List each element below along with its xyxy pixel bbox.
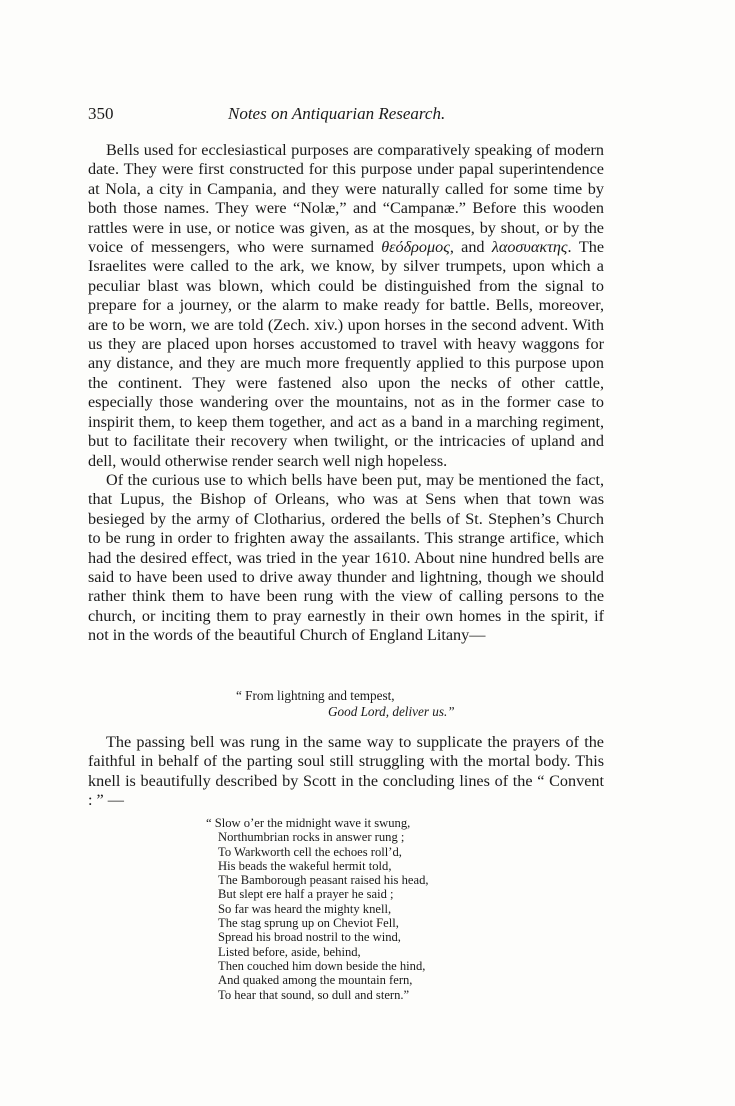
paragraph-1-part-b: , and xyxy=(449,238,492,257)
poem-line: The stag sprung up on Cheviot Fell, xyxy=(218,916,399,931)
poem-line: Northumbrian rocks in answer rung ; xyxy=(218,830,405,845)
page-number: 350 xyxy=(88,104,114,123)
poem-line: To hear that sound, so dull and stern.” xyxy=(218,987,410,1002)
body-text-upper xyxy=(88,141,604,646)
greek-word-theodromos: θεόδρομος xyxy=(381,238,450,257)
poem-line: Then couched him down beside the hind, xyxy=(218,958,426,973)
litany-quote-line-1: “ From lightning and tempest, xyxy=(236,688,395,703)
poem-quote xyxy=(206,816,429,1002)
poem-line: To Warkworth cell the echoes roll’d, xyxy=(218,844,402,859)
poem-line: And quaked among the mountain fern, xyxy=(218,973,413,988)
greek-word-laosynaktes: λαοσυακτης xyxy=(491,238,568,257)
poem-line: His beads the wakeful hermit told, xyxy=(218,858,392,873)
poem-line: So far was heard the mighty knell, xyxy=(218,901,392,916)
paragraph-1-part-a: Bells used for ecclesiastical purposes are comparatively speaking of modern date. They were first constructed for this purpose under papal superintendence at Nola, a city in Campania, and they were naturally called for some time by both those names. They were “Nolæ,” and “Campanæ.” Before this wooden rattles were in use, or notice was given, as at the mosques, by shout, or by the voice of messengers, who were surnamed xyxy=(88,141,604,257)
body-text-lower xyxy=(88,733,604,811)
poem-line: Spread his broad nostril to the wind, xyxy=(218,930,401,945)
poem-line: Listed before, aside, behind, xyxy=(218,944,361,959)
poem-line: “ Slow o’er the midnight wave it swung, xyxy=(206,816,411,830)
paragraph-passing-bell: The passing bell was rung in the same way to supplicate the prayers of the faithful in behalf of the parting soul still struggling with the mortal body. This knell is beautifully described by Scott in the concluding lines of the “ Convent : ” — xyxy=(88,733,604,810)
paragraph-curious-use: Of the curious use to which bells have been put, may be mentioned the fact, that Lupus, the Bishop of Orleans, who was at Sens when that town was besieged by the army of Clotharius, ordered the bells of St. Stephen’s Church to be rung in order to frighten away the assailants. This strange artifice, which had the desired effect, was tried in the year 1610. About nine hundred bells are said to have been used to drive away thunder and lightning, though we should rather think them to have been rung with the view of calling persons to the church, or inciting them to pray earnestly in their own homes in the spirit, if not in the words of the beautiful Church of England Litany— xyxy=(88,470,604,645)
poem-line: The Bamborough peasant raised his head, xyxy=(218,873,429,888)
litany-quote xyxy=(236,688,455,720)
poem-line: But slept ere half a prayer he said ; xyxy=(218,887,394,902)
page-header xyxy=(88,104,608,130)
paragraph-1-part-c: . The Israelites were called to the ark, we know, by silver trumpets, upon which a peculiar blast was blown, which could be distinguished from the signal to prepare for a journey, or the alarm to make ready for battle. Bells, moreover, are to be worn, we are told (Zech. xiv.) upon horses in the second advent. With us they are placed upon horses accustomed to travel with heavy waggons for any distance, and they are much more frequently applied to this purpose upon the continent. They were fastened also upon the necks of other cattle, especially those wandering over the mountains, not as in the former case to inspirit them, to keep them together, and act as a band in a marching regiment, but to facilitate their recovery when twilight, or the intricacies of upland and dell, would otherwise render search well nigh hopeless. xyxy=(88,238,605,470)
paragraph-bells-origin xyxy=(88,141,604,471)
litany-quote-line-2: Good Lord, deliver us.” xyxy=(328,704,455,719)
running-title: Notes on Antiquarian Research. xyxy=(228,104,446,123)
